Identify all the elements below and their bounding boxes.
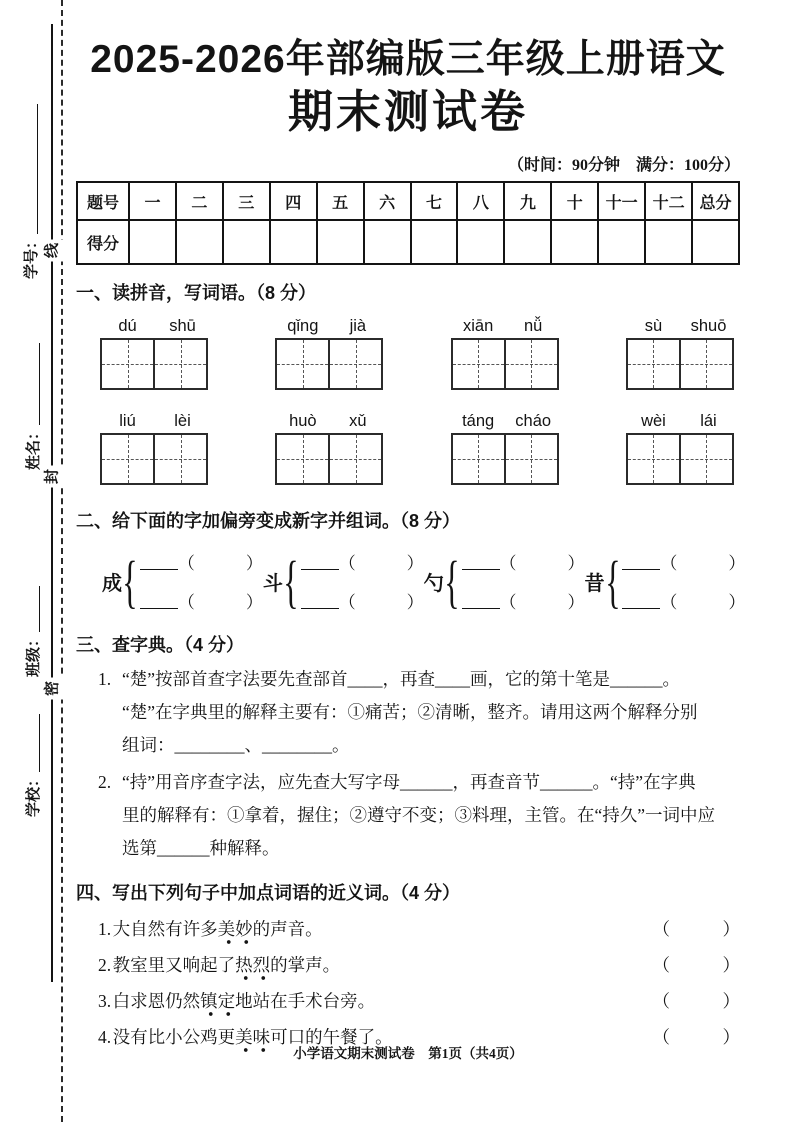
section2-heading: 二、给下面的字加偏旁变成新字并组词。（8 分）: [76, 511, 461, 532]
answer-blank: [301, 555, 339, 570]
answer-paren: （ ）: [499, 593, 585, 613]
answer-blank: [462, 555, 500, 570]
writing-cell: [277, 435, 328, 483]
pinyin-word-group: [451, 317, 561, 390]
question-line: “楚”按部首查字法要先查部首____，再查____画，它的第十笔是______。: [122, 669, 681, 690]
writing-grid: [451, 433, 559, 485]
pinyin-word-group: [100, 317, 210, 390]
sentence-text: 大自然有许多: [112, 919, 218, 940]
writing-grid: [451, 338, 559, 390]
answer-line: [622, 549, 745, 574]
question-line: 组词：________、________。: [122, 735, 350, 756]
answer-line: [301, 549, 424, 574]
answer-blank: [462, 594, 500, 609]
answer-blank: [622, 594, 660, 609]
answer-paren: （ ）: [177, 554, 263, 574]
school-blank: [25, 714, 40, 772]
writing-grid: [100, 433, 208, 485]
answer-lines: [140, 549, 263, 613]
score-cell-empty: [692, 220, 739, 264]
pinyin-label: [100, 412, 210, 431]
score-cell-empty: [598, 220, 645, 264]
score-cell-empty: [176, 220, 223, 264]
pinyin-label: [275, 317, 385, 336]
score-table-header-cell: 六: [364, 182, 411, 220]
writing-cell: [328, 340, 381, 388]
pinyin-row-1: [76, 311, 740, 394]
writing-cell: [153, 340, 206, 388]
sentence-text: 的声音。: [252, 919, 323, 940]
seal-field-school: [24, 703, 44, 817]
answer-blank: [140, 555, 178, 570]
score-cell-empty: [270, 220, 317, 264]
section1-heading: 一、读拼音，写词语。（8 分）: [76, 283, 317, 304]
score-table-header-cell: 十一: [598, 182, 645, 220]
question-line: “楚”在字典里的解释主要有：①痛苦；②清晰，整齐。请用这两个解释分别: [122, 702, 698, 723]
writing-cell: [328, 435, 381, 483]
pinyin-word-group: [275, 412, 385, 485]
writing-grid: [275, 433, 383, 485]
seal-field-name: [24, 330, 44, 470]
pinyin-syllable: huò: [289, 412, 317, 431]
pinyin-word-group: [275, 317, 385, 390]
score-cell-empty: [223, 220, 270, 264]
answer-paren: （ ）: [338, 554, 424, 574]
pinyin-syllable: táng: [462, 412, 495, 431]
answer-paren: （ ）: [652, 1027, 740, 1048]
pinyin-syllable: dú: [118, 317, 137, 336]
answer-blank: [301, 594, 339, 609]
dictionary-question-1: [76, 663, 740, 762]
writing-cell: [277, 340, 328, 388]
answer-blank: [622, 555, 660, 570]
writing-cell: [504, 340, 557, 388]
score-cell-empty: [457, 220, 504, 264]
writing-cell: [504, 435, 557, 483]
dictionary-question-2: [76, 766, 740, 865]
pinyin-word-group: [626, 412, 736, 485]
seal-field-student-id: [22, 89, 42, 279]
pinyin-syllable: cháo: [515, 412, 552, 431]
brace-glyph: {: [604, 548, 621, 614]
answer-paren: （ ）: [652, 955, 740, 976]
dotted-word: 美味: [235, 1027, 270, 1053]
radical-group: [585, 549, 746, 613]
writing-cell: [679, 340, 732, 388]
brace-glyph: {: [283, 548, 299, 614]
answer-paren: （ ）: [660, 554, 746, 574]
score-table-header-cell: 二: [176, 182, 223, 220]
radical-exercise-row: [76, 539, 746, 615]
question-line: 选第______种解释。: [122, 838, 280, 859]
base-character: 勺: [423, 572, 444, 595]
pinyin-word-group: [626, 317, 736, 390]
score-table-header-cell: 九: [504, 182, 551, 220]
pinyin-syllable: qǐng: [287, 317, 319, 336]
score-table-header-cell: 七: [411, 182, 458, 220]
exam-title-line2: 期末测试卷: [287, 85, 528, 137]
writing-cell: [102, 435, 153, 483]
brace-glyph: {: [443, 548, 460, 614]
answer-lines: [462, 549, 585, 613]
score-table-header-cell: 总分: [692, 182, 739, 220]
brace-glyph: {: [122, 548, 138, 614]
item-number: 3.: [98, 991, 112, 1012]
score-table-header-cell: 题号: [77, 182, 129, 220]
answer-paren: （ ）: [499, 554, 585, 574]
seal-char-feng: 封: [43, 466, 64, 488]
score-table-header-cell: 三: [223, 182, 270, 220]
synonym-question-3: [76, 983, 740, 1019]
item-number: 1.: [98, 669, 112, 690]
pinyin-syllable: xiān: [463, 317, 494, 336]
item-number: 1.: [98, 919, 112, 940]
score-table-header-cell: 十二: [645, 182, 692, 220]
score-table-header-cell: 五: [317, 182, 364, 220]
sentence-text: 没有比小公鸡更: [112, 1027, 236, 1048]
writing-cell: [628, 435, 679, 483]
pinyin-label: [100, 317, 210, 336]
answer-paren: （ ）: [338, 593, 424, 613]
question-line: “持”用音序查字法，应先查大写字母______，再查音节______。“持”在字典: [122, 772, 696, 793]
item-number: 2.: [98, 772, 112, 793]
pinyin-syllable: shuō: [690, 317, 727, 336]
pinyin-label: [451, 412, 561, 431]
radical-group: [263, 549, 424, 613]
score-cell-empty: [129, 220, 176, 264]
synonym-question-1: [76, 911, 740, 947]
score-row-label: 得分: [77, 220, 129, 264]
base-character: 斗: [262, 572, 283, 595]
score-table-header-cell: 十: [551, 182, 598, 220]
pinyin-word-group: [451, 412, 561, 485]
radical-group: [102, 549, 263, 613]
pinyin-label: [275, 412, 385, 431]
item-number: 2.: [98, 955, 112, 976]
pinyin-label: [451, 317, 561, 336]
pinyin-label: [626, 317, 736, 336]
question-line: 里的解释有：①拿着，握住；②遵守不变；③料理，主管。在“持久”一词中应: [122, 805, 716, 826]
score-table-header-cell: 八: [457, 182, 504, 220]
answer-lines: [301, 549, 424, 613]
pinyin-syllable: sù: [644, 317, 663, 336]
sentence-text: 地站在手术台旁。: [235, 991, 376, 1012]
pinyin-syllable: xǔ: [349, 412, 367, 431]
pinyin-row-2: [76, 406, 740, 489]
answer-line: [301, 588, 424, 613]
pinyin-word-group: [100, 412, 210, 485]
base-character: 昔: [584, 572, 605, 595]
name-blank: [25, 343, 40, 425]
writing-cell: [153, 435, 206, 483]
radical-group: [424, 549, 585, 613]
page-footer: 小学语文期末测试卷 第1页（共4页）: [293, 1046, 523, 1061]
section3-heading: 三、查字典。（4 分）: [76, 635, 245, 656]
score-cell-empty: [645, 220, 692, 264]
main-content: [76, 0, 746, 1055]
answer-paren: （ ）: [652, 919, 740, 940]
exam-title-line1: 2025-2026年部编版三年级上册语文: [90, 38, 726, 81]
pinyin-syllable: lái: [700, 412, 717, 431]
base-character: 成: [102, 572, 122, 595]
answer-line: [462, 588, 585, 613]
score-cell-empty: [551, 220, 598, 264]
section4-heading: 四、写出下列句子中加点词语的近义词。（4 分）: [76, 883, 461, 904]
sentence-text: 教室里又响起了: [112, 955, 236, 976]
writing-grid: [100, 338, 208, 390]
score-table-score-row: [77, 220, 739, 264]
pinyin-syllable: shū: [169, 317, 196, 336]
sentence-text: 白求恩仍然: [112, 991, 201, 1012]
pinyin-syllable: liú: [119, 412, 136, 431]
pinyin-label: [626, 412, 736, 431]
answer-paren: （ ）: [177, 593, 263, 613]
score-cell-empty: [411, 220, 458, 264]
dotted-word: 美妙: [218, 919, 253, 945]
pinyin-syllable: wèi: [641, 412, 666, 431]
writing-cell: [102, 340, 153, 388]
score-table-header-cell: 四: [270, 182, 317, 220]
student-id-label: 学号：: [24, 233, 40, 279]
item-number: 4.: [98, 1027, 112, 1048]
score-table-header-cell: 一: [129, 182, 176, 220]
class-blank: [25, 586, 40, 632]
answer-lines: [622, 549, 745, 613]
school-label: 学校：: [26, 771, 42, 817]
class-label: 班级：: [26, 631, 42, 677]
answer-line: [462, 549, 585, 574]
name-label: 姓名：: [26, 424, 42, 470]
dotted-word: 镇定: [200, 991, 235, 1017]
answer-line: [140, 588, 263, 613]
writing-cell: [679, 435, 732, 483]
pinyin-syllable: jià: [349, 317, 367, 336]
score-cell-empty: [317, 220, 364, 264]
answer-paren: （ ）: [660, 593, 746, 613]
seal-char-xian: 线: [43, 240, 64, 262]
seal-solid-line: [51, 24, 53, 982]
writing-grid: [275, 338, 383, 390]
synonym-question-2: [76, 947, 740, 983]
answer-blank: [140, 594, 178, 609]
sentence: [98, 947, 340, 983]
answer-paren: （ ）: [652, 991, 740, 1012]
score-cell-empty: [364, 220, 411, 264]
writing-cell: [453, 435, 504, 483]
sentence: [98, 983, 375, 1019]
exam-time-score-info: （时间：90分钟 满分：100分）: [507, 157, 740, 175]
answer-line: [140, 549, 263, 574]
writing-cell: [628, 340, 679, 388]
seal-field-class: [24, 577, 44, 677]
pinyin-syllable: nǚ: [523, 317, 543, 336]
writing-grid: [626, 433, 734, 485]
seal-dashed-line: [61, 0, 63, 1122]
score-table-header-row: [77, 182, 739, 220]
writing-grid: [626, 338, 734, 390]
score-cell-empty: [504, 220, 551, 264]
sentence-text: 的掌声。: [270, 955, 341, 976]
answer-line: [622, 588, 745, 613]
writing-cell: [453, 340, 504, 388]
dotted-word: 热烈: [235, 955, 270, 981]
seal-char-mi: 密: [43, 678, 64, 700]
score-table: [76, 181, 740, 265]
pinyin-syllable: lèi: [174, 412, 191, 431]
sentence-text: 可口的午餐了。: [270, 1027, 393, 1048]
sentence: [98, 911, 323, 947]
student-id-blank: [23, 104, 38, 234]
